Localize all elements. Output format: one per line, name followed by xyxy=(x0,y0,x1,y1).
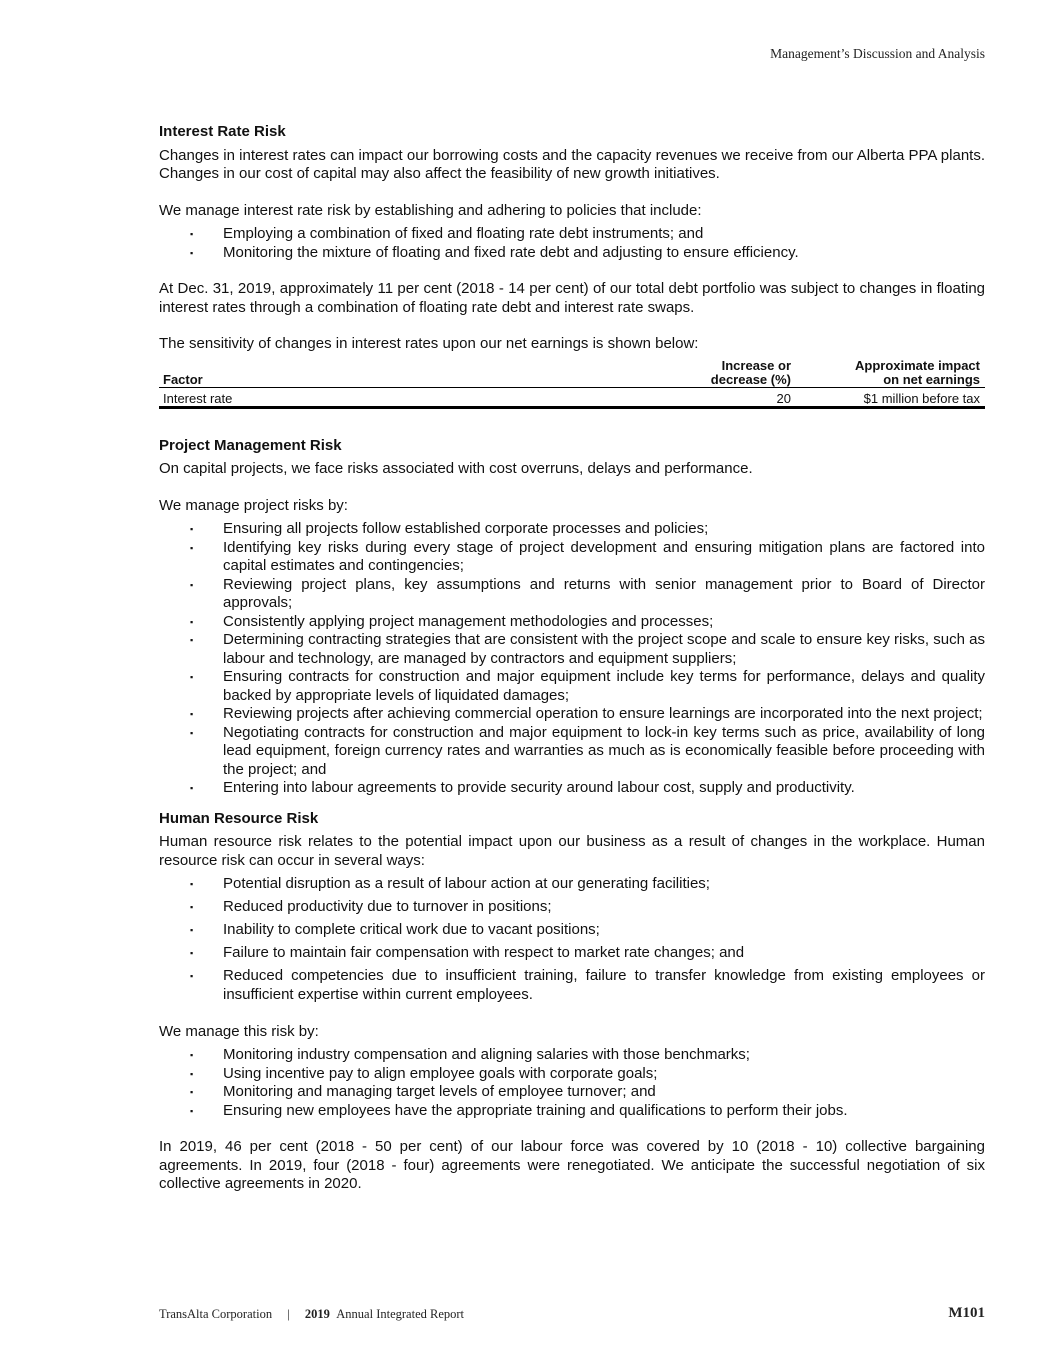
interest-bullet-list xyxy=(159,225,985,262)
hr-paragraph-1: Human resource risk relates to the potential impact upon our business as a result of changes in the workplace. Human resource risk can occur in several ways: xyxy=(159,833,985,869)
interest-paragraph-3: At Dec. 31, 2019, approximately 11 per cent (2018 - 14 per cent) of our total debt portfolio was subject to changes in floating interest rates through a combination of floating rate debt and interest rate swaps. xyxy=(159,280,985,316)
change-cell: 20 xyxy=(657,387,796,407)
project-management-risk-heading: Project Management Risk xyxy=(159,436,342,454)
footer-separator: | xyxy=(287,1307,290,1321)
hr-paragraph-3: In 2019, 46 per cent (2018 - 50 per cent) of our labour force was covered by 10 (2018 - 10) collective bargaining agreements. In 2019, four (2018 - four) agreements were renegotiated. We anticipate the successful negotiation of six collective agreements in 2020. xyxy=(159,1138,985,1193)
list-item: ▪ Ensuring contracts for construction and major equipment include key terms for performance, delays and quality backed by appropriate levels of liquidated damages; xyxy=(223,668,985,705)
running-header: Management’s Discussion and Analysis xyxy=(770,46,985,61)
impact-cell: $1 million before tax xyxy=(796,387,985,407)
list-item: ▪ Monitoring industry compensation and aligning salaries with those benchmarks; xyxy=(223,1046,985,1065)
list-item: ▪ Employing a combination of fixed and floating rate debt instruments; and xyxy=(223,225,985,244)
page-footer xyxy=(159,1307,985,1322)
interest-paragraph-2: We manage interest rate risk by establishing and adhering to policies that include: xyxy=(159,201,702,219)
list-item: ▪ Reviewing project plans, key assumptions and returns with senior management prior to Board of Director approvals; xyxy=(223,576,985,613)
report-name: Annual Integrated Report xyxy=(336,1307,465,1321)
interest-paragraph-4: The sensitivity of changes in interest rates upon our net earnings is shown below: xyxy=(159,335,699,352)
hr-manage-bullet-list xyxy=(159,1046,985,1120)
project-paragraph-2: We manage project risks by: xyxy=(159,496,348,514)
factor-column-header: Factor xyxy=(159,359,657,388)
hr-risk-bullet-list xyxy=(159,875,985,1004)
page-content xyxy=(159,123,985,1194)
company-name: TransAlta Corporation xyxy=(159,1307,273,1321)
table-row xyxy=(159,387,985,407)
list-item: ▪ Using incentive pay to align employee goals with corporate goals; xyxy=(223,1065,985,1084)
page-number: M101 xyxy=(948,1305,985,1321)
list-item: ▪ Entering into labour agreements to provide security around labour cost, supply and productivity. xyxy=(223,779,985,798)
list-item: ▪ Reduced competencies due to insufficient training, failure to transfer knowledge from existing employees or insufficient expertise within current employees. xyxy=(223,967,985,1004)
table-header-row xyxy=(159,359,985,388)
list-item: ▪ Negotiating contracts for construction and major equipment to lock-in key terms such as price, availability of long lead equipment, foreign currency rates and warranties as much as is economically feasible before proceeding with the project; and xyxy=(223,724,985,780)
sensitivity-table xyxy=(159,359,985,409)
list-item: ▪ Consistently applying project management methodologies and processes; xyxy=(223,613,985,632)
list-item: ▪ Potential disruption as a result of labour action at our generating facilities; xyxy=(223,875,985,894)
human-resource-risk-heading: Human Resource Risk xyxy=(159,809,319,827)
project-paragraph-1: On capital projects, we face risks associated with cost overruns, delays and performance. xyxy=(159,460,753,477)
change-column-header: Increase or decrease (%) xyxy=(657,359,796,388)
list-item: ▪ Determining contracting strategies that are consistent with the project scope and scale to ensure key risks, such as labour and technology, are managed by contractors and equipment suppliers; xyxy=(223,631,985,668)
impact-column-header: Approximate impact on net earnings xyxy=(796,359,985,388)
list-item: ▪ Reduced productivity due to turnover in positions; xyxy=(223,898,985,917)
interest-rate-risk-heading: Interest Rate Risk xyxy=(159,123,286,140)
project-bullet-list xyxy=(159,520,985,798)
report-year: 2019 xyxy=(304,1307,330,1321)
list-item: ▪ Failure to maintain fair compensation with respect to market rate changes; and xyxy=(223,944,985,963)
list-item: ▪ Identifying key risks during every stage of project development and ensuring mitigation plans are factored into capital estimates and contingencies; xyxy=(223,539,985,576)
list-item: ▪ Monitoring the mixture of floating and fixed rate debt and adjusting to ensure efficiency. xyxy=(223,244,985,263)
list-item: ▪ Ensuring all projects follow established corporate processes and policies; xyxy=(223,520,985,539)
hr-paragraph-2: We manage this risk by: xyxy=(159,1022,319,1040)
interest-paragraph-1: Changes in interest rates can impact our borrowing costs and the capacity revenues we receive from our Alberta PPA plants. Changes in our cost of capital may also affect the feasibility of new growth initiatives. xyxy=(159,146,985,182)
list-item: ▪ Ensuring new employees have the appropriate training and qualifications to perform their jobs. xyxy=(223,1102,985,1121)
list-item: ▪ Monitoring and managing target levels of employee turnover; and xyxy=(223,1083,985,1102)
list-item: ▪ Reviewing projects after achieving commercial operation to ensure learnings are incorporated into the next project; xyxy=(223,705,985,724)
list-item: ▪ Inability to complete critical work due to vacant positions; xyxy=(223,921,985,940)
factor-cell: Interest rate xyxy=(159,387,657,407)
